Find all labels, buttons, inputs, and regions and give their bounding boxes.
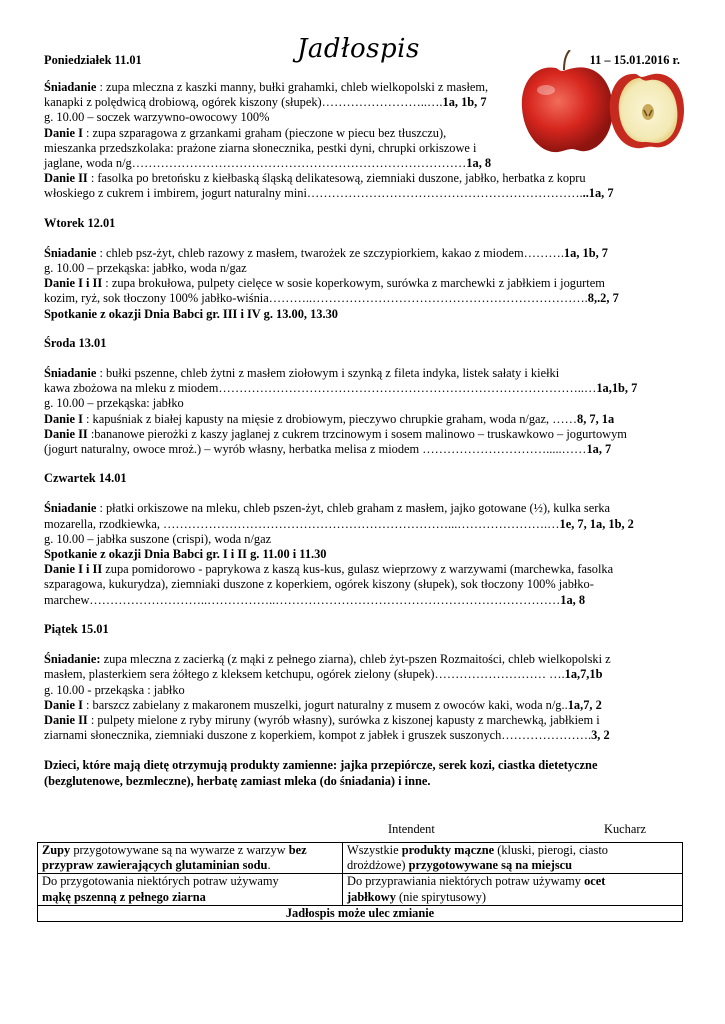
allergen-codes: ..1a, 7 xyxy=(582,186,614,201)
table-row xyxy=(38,874,683,905)
meal-text: kozim, ryż, sok tłoczony 100% jabłko-wiśnia………..…………………………………………………………. xyxy=(44,291,588,306)
menu-line xyxy=(44,171,684,186)
event-line: Spotkanie z okazji Dnia Babci gr. I i II g. 11.00 i 11.30 xyxy=(44,547,327,562)
meal-text: kanapki z polędwicą drobiową, ogórek kiszony (słupek)……………………..…. xyxy=(44,95,443,110)
day-title: Czwartek 14.01 xyxy=(44,471,127,486)
meal-text: włoskiego z cukrem i imbirem, jogurt naturalny mini…………………………………………………………. xyxy=(44,186,583,201)
allergen-codes: 3, 2 xyxy=(591,728,610,743)
meal-label: Danie I xyxy=(44,125,83,140)
event-line: Spotkanie z okazji Dnia Babci gr. III i IV g. 13.00, 13.30 xyxy=(44,306,338,321)
menu-line: g. 10.00 – przekąska: jabłko xyxy=(44,396,184,411)
meal-label: Danie II xyxy=(44,712,88,727)
allergen-codes: 1e, 7, 1a, 1b, 2 xyxy=(559,516,634,531)
cell-text: przygotowywane są na miejscu xyxy=(408,858,573,873)
meal-text: zupa mleczna z zacierką (z mąki z pełnego ziarna), chleb żyt-pszen Rozmaitości, chleb wielkopolski z xyxy=(100,652,611,667)
menu-line: szparagowa, kukurydza), ziemniaki duszone z koperkiem, ogórek kiszony (słupek), sok tłoczony 100% jabłko- xyxy=(44,577,594,592)
menu-line: g. 10.00 – przekąska: jabłko, woda n/gaz xyxy=(44,261,247,276)
menu-line: g. 10.00 - przekąska : jabłko xyxy=(44,682,185,697)
day-title: Środa 13.01 xyxy=(44,335,107,350)
note-line: (bezglutenowe, bezmleczne), herbatę zamiast mleka (do śniadania) i inne. xyxy=(44,773,431,788)
meal-label: Danie I xyxy=(44,411,83,426)
allergen-codes: 1a,7, 2 xyxy=(567,697,602,712)
cell-text: Wszystkie xyxy=(347,843,402,857)
meal-text: kawa zbożowa na mleku z miodem……………………………………………………………………………..… xyxy=(44,381,597,396)
meal-text: : zupa mleczna z kaszki manny, bułki grahamki, chleb wielkopolski z masłem, xyxy=(96,80,489,94)
menu-line xyxy=(44,501,684,516)
meal-text: ziarnami słonecznika, ziemniaki duszone z koperkiem, kompot z jabłek i gruszek suszonych…………………. xyxy=(44,728,592,743)
menu-line xyxy=(44,517,684,532)
menu-line xyxy=(44,186,684,201)
allergen-codes: 1a, 7 xyxy=(586,442,612,457)
kucharz-label: Kucharz xyxy=(604,822,646,836)
menu-line xyxy=(44,562,684,577)
allergen-codes: 1a, 8 xyxy=(560,592,586,607)
meal-text: : pulpety mielone z ryby miruny (wyrób własny), surówka z kiszonej kapusty z marchewką, jabłkiem i xyxy=(87,712,600,727)
meal-label: Śniadanie xyxy=(44,245,97,260)
menu-line xyxy=(44,427,684,442)
allergen-codes: 1a, 1b, 7 xyxy=(563,245,608,260)
menu-line xyxy=(44,667,684,682)
day-title: Wtorek 12.01 xyxy=(44,215,116,230)
menu-line: g. 10.00 – jabłka suszone (crispi), woda n/gaz xyxy=(44,531,272,546)
meal-text: :bananowe pierożki z kaszy jaglanej z cukrem trzcinowym i sosem malinowo – truskawkowo – jogurtowym xyxy=(87,426,627,441)
allergen-codes: 1a, 8 xyxy=(466,156,492,171)
cell-text: . xyxy=(267,858,271,873)
meal-text: (jogurt naturalny, owoce mroż.) – wyrób własny, herbatka melisa z miodem ………………………….....…… xyxy=(44,442,587,457)
meal-label: Danie I i II xyxy=(44,276,103,291)
allergen-codes: 1a, 1b, 7 xyxy=(442,95,487,110)
menu-line xyxy=(44,412,684,427)
menu-line xyxy=(44,593,684,608)
cell-text: jabłkowy xyxy=(347,889,396,904)
table-row xyxy=(38,843,683,874)
day-friday xyxy=(44,622,684,743)
meal-label: Danie I xyxy=(44,697,83,712)
date-range: 11 – 15.01.2016 r. xyxy=(589,53,680,67)
cell-text: przypraw zawierających glutaminian sodu xyxy=(42,858,268,873)
menu-line xyxy=(44,291,684,306)
meal-label: Śniadanie xyxy=(44,80,97,94)
apples-icon xyxy=(516,50,686,160)
note-line: Dzieci, które mają dietę otrzymują produkty zamienne: jajka przepiórcze, serek kozi, ciastka dietetyczne xyxy=(44,758,598,773)
intendent-label: Intendent xyxy=(388,822,435,836)
meal-text: masłem, plasterkiem sera żółtego z kleksem ketchupu, ogórek zielony (słupek)……………………… …. xyxy=(44,667,565,682)
cell-text: bez xyxy=(288,843,307,857)
page-title: Jadłospis xyxy=(297,34,420,64)
meal-text: : chleb psz-żyt, chleb razowy z masłem, twarożek ze szczypiorkiem, kakao z miodem………. xyxy=(96,245,564,260)
menu-line xyxy=(44,366,684,381)
cell-text: (kluski, pierogi, ciasto xyxy=(494,843,608,857)
meal-label: Śniadanie: xyxy=(44,652,101,667)
allergen-codes: 1a,1b, 7 xyxy=(596,381,638,396)
cell-text: drożdżowe) xyxy=(347,858,409,873)
cell-text: (nie spirytusowy) xyxy=(395,889,487,904)
meal-label: Danie II xyxy=(44,426,88,441)
menu-line xyxy=(44,698,684,713)
meal-text: mozarella, rzodkiewka, ……………………………………………………………...………………….… xyxy=(44,516,560,531)
meal-text: : zupa szparagowa z grzankami graham (pieczone w piecu bez tłuszczu), xyxy=(82,125,447,140)
menu-line xyxy=(44,276,684,291)
info-table xyxy=(37,842,683,922)
allergen-codes: 8,.2, 7 xyxy=(587,291,619,306)
allergen-codes: 1a,7,1b xyxy=(564,667,603,682)
menu-line: g. 10.00 – soczek warzywno-owocowy 100% xyxy=(44,110,270,125)
table-cell xyxy=(38,874,343,905)
cell-text: Do przygotowania niektórych potraw używamy xyxy=(42,874,279,889)
cell-text: produkty mączne xyxy=(401,843,495,857)
cell-text: Do przyprawiania niektórych potraw używamy xyxy=(347,874,585,889)
meal-text: : barszcz zabielany z makaronem muszelki, jogurt naturalny z musem z owoców kaki, woda n/g.. xyxy=(82,697,568,712)
menu-line xyxy=(44,381,684,396)
table-cell xyxy=(343,874,683,905)
meal-text: : kapuśniak z białej kapusty na mięsie z drobiowym, pieczywo chrupkie graham, woda n/gaz, …… xyxy=(82,411,578,426)
menu-line xyxy=(44,728,684,743)
meal-label: Śniadanie xyxy=(44,501,97,516)
meal-text: : bułki pszenne, chleb żytni z masłem ziołowym i szynką z fileta indyka, listek sałaty i kiełki xyxy=(96,366,560,381)
cell-text: ocet xyxy=(584,874,606,889)
day-tuesday xyxy=(44,216,684,322)
table-cell xyxy=(343,843,683,874)
diet-note xyxy=(44,758,684,788)
meal-text: jaglane, woda n/g……………………………………………………………………… xyxy=(44,156,467,171)
meal-label: Danie II xyxy=(44,171,88,186)
table-cell xyxy=(38,843,343,874)
meal-label: Śniadanie xyxy=(44,366,97,381)
table-row xyxy=(38,905,683,921)
cell-text: mąkę pszenną z pełnego ziarna xyxy=(42,889,206,904)
meal-text: : zupa brokułowa, pulpety cielęce w sosie koperkowym, surówka z marchewki z jabłkiem i jogurtem xyxy=(102,276,605,291)
meal-text: : fasolka po bretońsku z kiełbaską śląską delikatesową, ziemniaki duszone, jabłko, herbatka z kopru xyxy=(87,171,586,186)
menu-line xyxy=(44,246,684,261)
day-thursday xyxy=(44,471,684,608)
menu-line xyxy=(44,713,684,728)
meal-label: Danie I i II xyxy=(44,562,103,577)
menu-line xyxy=(44,652,684,667)
menu-line xyxy=(44,442,684,457)
table-footer: Jadłospis może ulec zmianie xyxy=(38,905,683,921)
meal-text: : płatki orkiszowe na mleku, chleb pszen-żyt, chleb graham z masłem, jajko gotowane (½), kulka serka xyxy=(96,501,611,516)
cell-text: Zupy xyxy=(42,843,71,857)
meal-text: zupa pomidorowo - paprykowa z kaszą kus-kus, gulasz wieprzowy z warzywami (marchewka, fasolka xyxy=(102,562,614,577)
day-wednesday xyxy=(44,336,684,457)
day-title: Piątek 15.01 xyxy=(44,621,109,636)
cell-text: przygotowywane są na wywarze z warzyw xyxy=(70,843,289,857)
monday-heading: Poniedziałek 11.01 xyxy=(44,53,142,67)
meal-text: marchew………………………..……………..…………………………………………………………… xyxy=(44,592,561,607)
allergen-codes: 8, 7, 1a xyxy=(577,411,615,426)
menu-line: mieszanka przedszkolaka: prażone ziarna słonecznika, pestki dyni, chrupki orkiszowe i xyxy=(44,140,477,155)
